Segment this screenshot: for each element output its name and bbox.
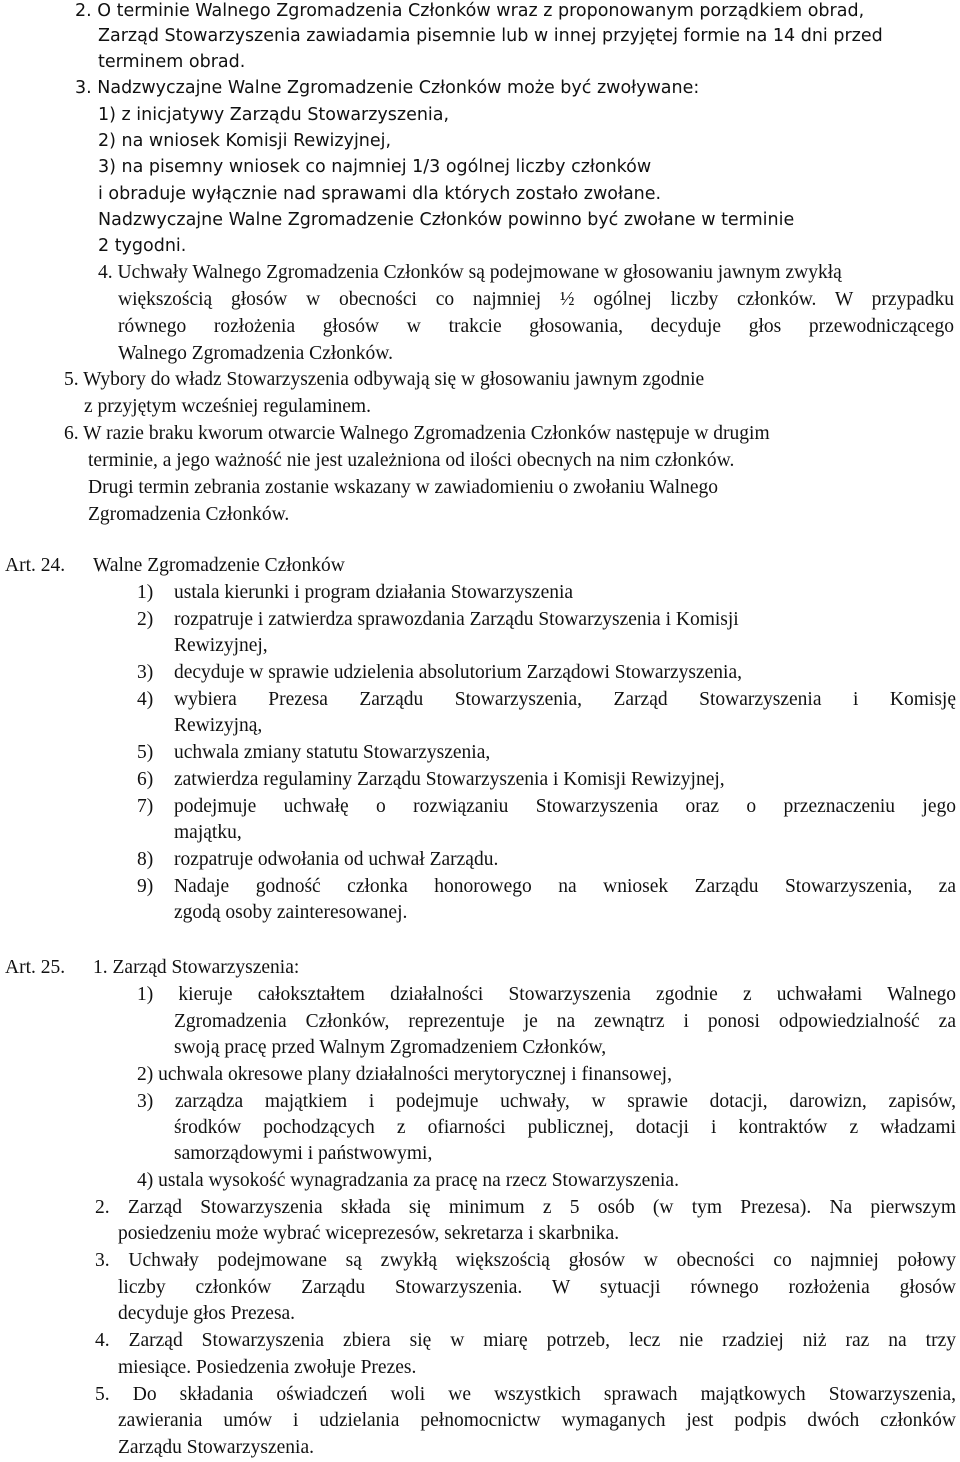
paragraph-5-line-1: 5. Wybory do władz Stowarzyszenia odbywają się w głosowaniu jawnym zgodnie	[64, 369, 705, 390]
art24-item-text: ustala kierunki i program działania Stowarzyszenia	[174, 582, 574, 603]
article-24-label: Art. 24.	[5, 555, 66, 576]
art24-item-text: rozpatruje odwołania od uchwał Zarządu.	[174, 849, 499, 870]
art25-paragraph-4-line-2: miesiące. Posiedzenia zwołuje Prezes.	[118, 1357, 417, 1378]
art25-item-3-line-1: 3) zarządza majątkiem i podejmuje uchwały, w sprawie dotacji, darowizn, zapisów,	[137, 1091, 956, 1112]
art24-item-text-continued: zgodą osoby zainteresowanej.	[174, 902, 408, 923]
art24-item-number: 8)	[137, 849, 154, 870]
article-24-heading: Walne Zgromadzenie Członków	[93, 555, 345, 576]
art25-paragraph-3-line-3: decyduje głos Prezesa.	[118, 1303, 296, 1324]
paragraph-3-line-7: 2 tygodni.	[98, 236, 187, 256]
article-25-label: Art. 25.	[5, 957, 66, 978]
paragraph-6-line-2: terminie, a jego ważność nie jest uzależniona od ilości obecnych na nim członków.	[88, 450, 735, 471]
paragraph-3-item-3: 3) na pisemny wniosek co najmniej 1/3 ogólnej liczby członków	[98, 157, 652, 177]
art25-item-1-line-2: Zgromadzenia Członków, reprezentuje je na zewnątrz i ponosi odpowiedzialność za	[174, 1011, 956, 1032]
art25-paragraph-3-line-1: 3. Uchwały podejmowane są zwykłą większością głosów w obecności co najmniej połowy	[95, 1250, 956, 1271]
paragraph-4-line-4: Walnego Zgromadzenia Członków.	[118, 343, 393, 364]
art24-item-text-continued: Rewizyjną,	[174, 715, 263, 736]
art24-item-number: 3)	[137, 662, 154, 683]
art24-item-text: wybiera Prezesa Zarządu Stowarzyszenia, Zarząd Stowarzyszenia i Komisję	[174, 689, 956, 710]
art24-item-text: uchwala zmiany statutu Stowarzyszenia,	[174, 742, 491, 763]
art24-item-number: 9)	[137, 876, 154, 897]
paragraph-6-line-4: Zgromadzenia Członków.	[88, 504, 290, 525]
paragraph-4-line-2: większością głosów w obecności co najmniej ½ ogólnej liczby członków. W przypadku	[118, 289, 954, 310]
art25-item-3-line-2: środków pochodzących z ofiarności publicznej, dotacji i kontraktów z władzami	[174, 1117, 956, 1138]
paragraph-3-line-5: i obraduje wyłącznie nad sprawami dla których zostało zwołane.	[98, 184, 662, 204]
paragraph-2-line-2: Zarząd Stowarzyszenia zawiadamia pisemnie lub w innej przyjętej formie na 14 dni przed	[98, 26, 883, 46]
art25-item-1-line-3: swoją pracę przed Walnym Zgromadzeniem Członków,	[174, 1037, 607, 1058]
art24-item-text: decyduje w sprawie udzielenia absolutorium Zarządowi Stowarzyszenia,	[174, 662, 743, 683]
art25-paragraph-3-line-2: liczby członków Zarządu Stowarzyszenia. W sytuacji równego rozłożenia głosów	[118, 1277, 956, 1298]
art25-paragraph-4-line-1: 4. Zarząd Stowarzyszenia zbiera się w miarę potrzeb, lecz nie rzadziej niż raz na trzy	[95, 1330, 956, 1351]
art25-item-3-line-3: samorządowymi i państwowymi,	[174, 1143, 433, 1164]
paragraph-5-line-2: z przyjętym wcześniej regulaminem.	[84, 396, 371, 417]
art25-paragraph-5-line-3: Zarządu Stowarzyszenia.	[118, 1437, 314, 1458]
paragraph-2-line-3: terminem obrad.	[98, 52, 246, 72]
paragraph-4-line-1: 4. Uchwały Walnego Zgromadzenia Członków są podejmowane w głosowaniu jawnym zwykłą	[98, 262, 842, 283]
art25-paragraph-5-line-1: 5. Do składania oświadczeń woli we wszystkich sprawach majątkowych Stowarzyszenia,	[95, 1384, 956, 1405]
paragraph-3-line-1: 3. Nadzwyczajne Walne Zgromadzenie Członków może być zwoływane:	[75, 78, 700, 98]
paragraph-4-line-3: równego rozłożenia głosów w trakcie głosowania, decyduje głos przewodniczącego	[118, 316, 954, 337]
art25-item-4-line-1: 4) ustala wysokość wynagradzania za pracę na rzecz Stowarzyszenia.	[137, 1170, 679, 1191]
art25-item-2-line-1: 2) uchwala okresowe plany działalności merytorycznej i finansowej,	[137, 1064, 672, 1085]
art24-item-text: zatwierdza regulaminy Zarządu Stowarzyszenia i Komisji Rewizyjnej,	[174, 769, 725, 790]
art25-item-1-line-1: 1) kieruje całokształtem działalności Stowarzyszenia zgodnie z uchwałami Walnego	[137, 984, 956, 1005]
art24-item-number: 1)	[137, 582, 154, 603]
art24-item-number: 7)	[137, 796, 154, 817]
art24-item-text: podejmuje uchwałę o rozwiązaniu Stowarzyszenia oraz o przeznaczeniu jego	[174, 796, 956, 817]
art24-item-number: 6)	[137, 769, 154, 790]
article-25-heading: 1. Zarząd Stowarzyszenia:	[93, 957, 300, 978]
art24-item-text-continued: majątku,	[174, 822, 242, 843]
paragraph-6-line-1: 6. W razie braku kworum otwarcie Walnego Zgromadzenia Członków następuje w drugim	[64, 423, 770, 444]
art24-item-number: 2)	[137, 609, 154, 630]
paragraph-3-item-2: 2) na wniosek Komisji Rewizyjnej,	[98, 131, 392, 151]
paragraph-3-line-6: Nadzwyczajne Walne Zgromadzenie Członków powinno być zwołane w terminie	[98, 210, 795, 230]
art25-paragraph-2-line-1: 2. Zarząd Stowarzyszenia składa się minimum z 5 osób (w tym Prezesa). Na pierwszym	[95, 1197, 956, 1218]
art25-paragraph-5-line-2: zawierania umów i udzielania pełnomocnictw wymaganych jest podpis dwóch członków	[118, 1410, 956, 1431]
art24-item-text-continued: Rewizyjnej,	[174, 635, 268, 656]
art24-item-text: rozpatruje i zatwierdza sprawozdania Zarządu Stowarzyszenia i Komisji	[174, 609, 739, 630]
art24-item-number: 5)	[137, 742, 154, 763]
paragraph-3-item-1: 1) z inicjatywy Zarządu Stowarzyszenia,	[98, 105, 450, 125]
art24-item-text: Nadaje godność członka honorowego na wniosek Zarządu Stowarzyszenia, za	[174, 876, 956, 897]
art24-item-number: 4)	[137, 689, 154, 710]
paragraph-2-line-1: 2. O terminie Walnego Zgromadzenia Członków wraz z proponowanym porządkiem obrad,	[75, 1, 865, 21]
art25-paragraph-2-line-2: posiedzeniu może wybrać wiceprezesów, sekretarza i skarbnika.	[118, 1223, 620, 1244]
paragraph-6-line-3: Drugi termin zebrania zostanie wskazany w zawiadomieniu o zwołaniu Walnego	[88, 477, 718, 498]
